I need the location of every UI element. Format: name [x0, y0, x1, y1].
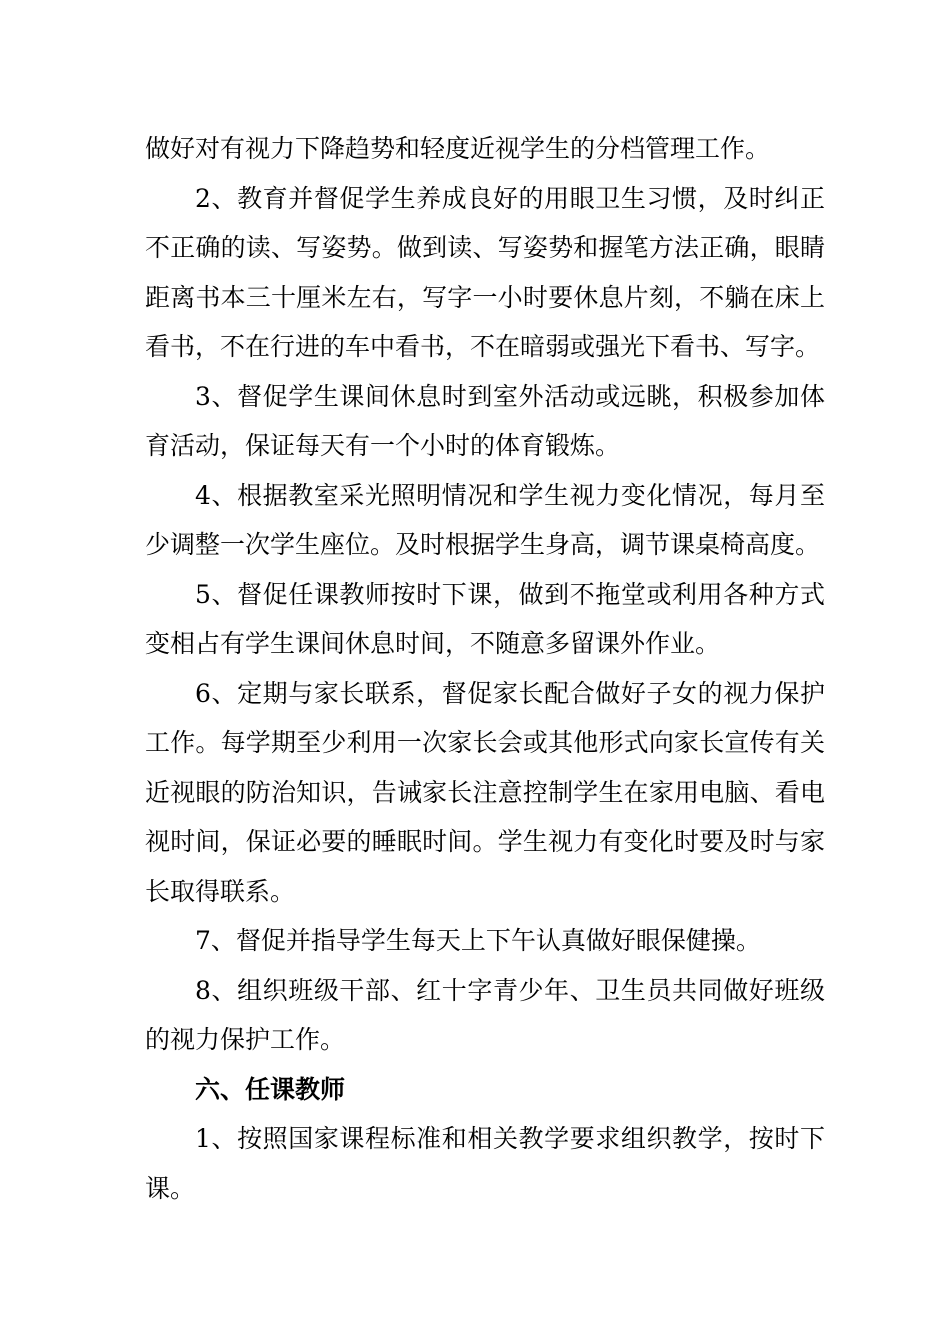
paragraph-item-8: 8、组织班级干部、红十字青少年、卫生员共同做好班级的视力保护工作。	[145, 975, 825, 1054]
paragraph-item-3: 3、督促学生课间休息时到室外活动或远眺，积极参加体育活动，保证每天有一个小时的体育锻炼。	[145, 381, 825, 460]
paragraph-item-4: 4、根据教室采光照明情况和学生视力变化情况，每月至少调整一次学生座位。及时根据学生身高，调节课桌椅高度。	[145, 480, 825, 559]
paragraph-continuation: 做好对有视力下降趋势和轻度近视学生的分档管理工作。	[145, 134, 771, 163]
paragraph-item-7: 7、督促并指导学生每天上下午认真做好眼保健操。	[195, 926, 761, 955]
section-heading: 六、任课教师	[195, 1074, 346, 1104]
paragraph-item-6: 6、定期与家长联系，督促家长配合做好子女的视力保护工作。每学期至少利用一次家长会或其他形式向家长宣传有关近视眼的防治知识，告诫家长注意控制学生在家用电脑、看电视时间，保证必要的睡眠时间。学生视力有变化时要及时与家长取得联系。	[145, 678, 825, 906]
paragraph-item-5: 5、督促任课教师按时下课，做到不拖堂或利用各种方式变相占有学生课间休息时间，不随意多留课外作业。	[145, 579, 825, 658]
section-paragraph-item-1: 1、按照国家课程标准和相关教学要求组织教学，按时下课。	[145, 1124, 825, 1203]
document-body	[145, 124, 825, 1213]
paragraph-item-2: 2、教育并督促学生养成良好的用眼卫生习惯，及时纠正不正确的读、写姿势。做到读、写姿势和握笔方法正确，眼睛距离书本三十厘米左右，写字一小时要休息片刻，不躺在床上看书，不在行进的车中看书，不在暗弱或强光下看书、写字。	[145, 183, 825, 361]
